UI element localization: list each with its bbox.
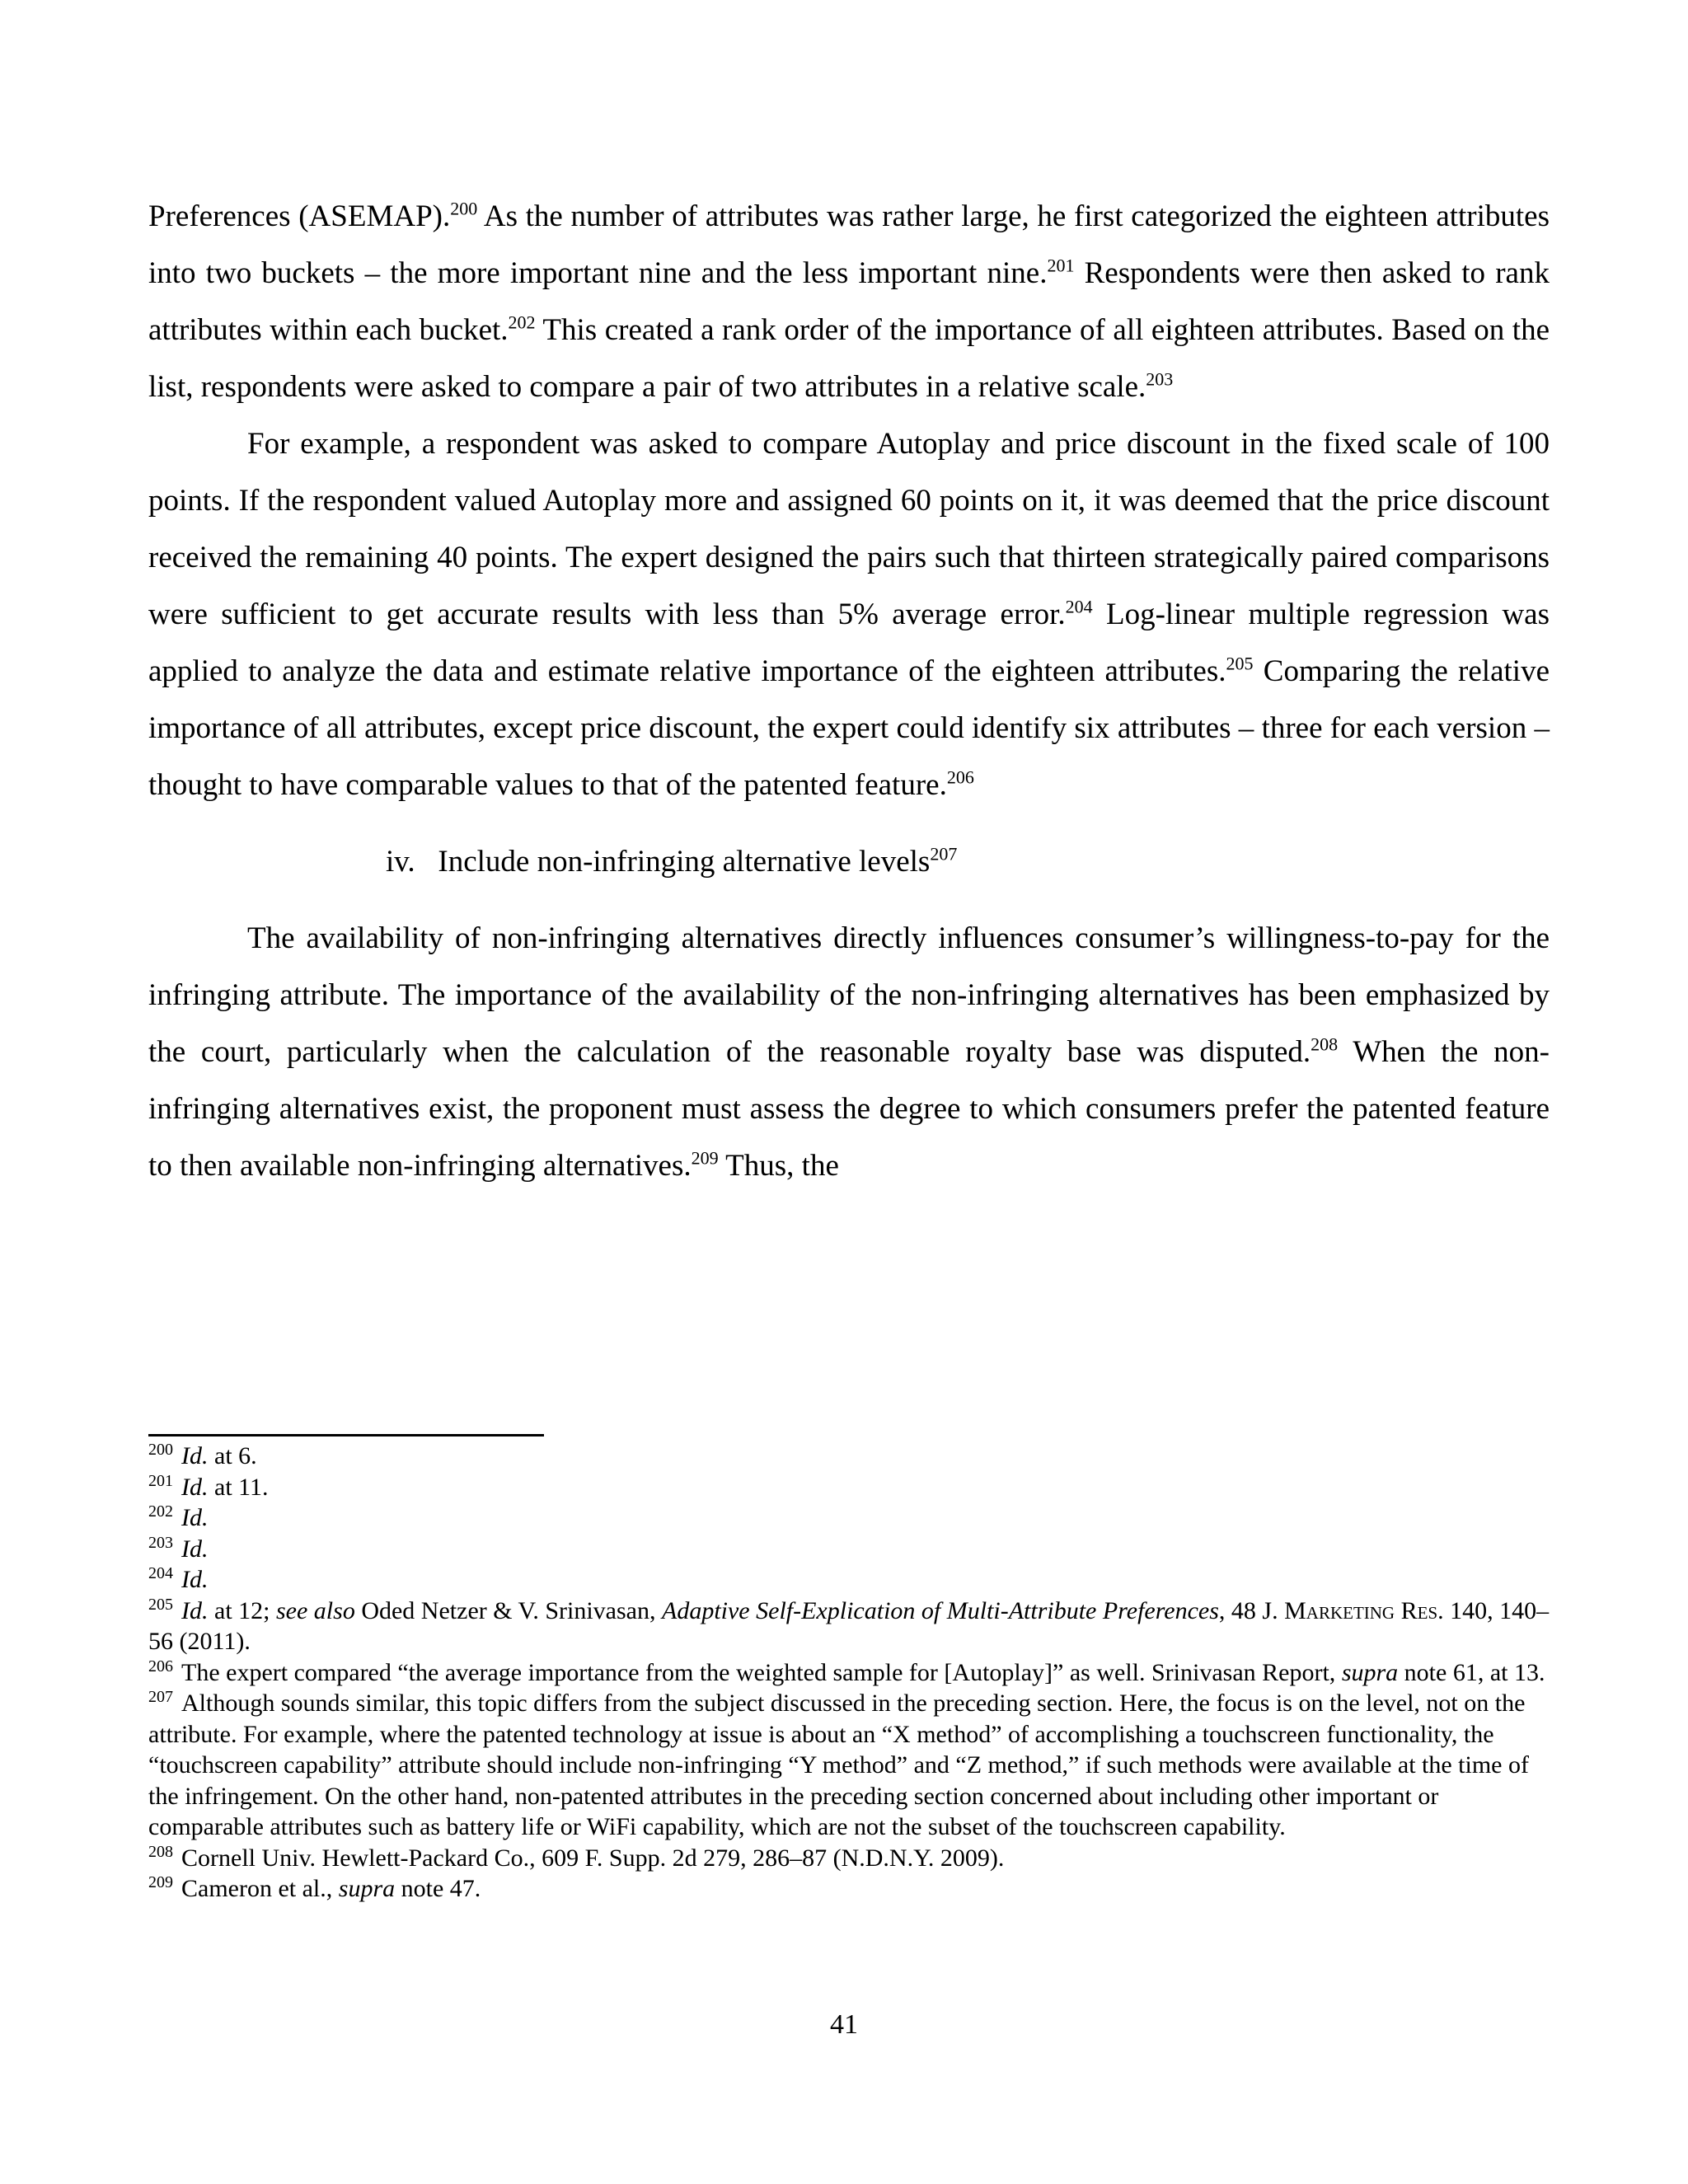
- footnote-text: Id.: [181, 1566, 209, 1593]
- footnote-209: [148, 1873, 1550, 1905]
- footnote-text: Id.: [181, 1535, 209, 1563]
- footnote-text: 140, 140–56 (2011).: [148, 1596, 1550, 1655]
- footnote-signal: see also: [276, 1596, 355, 1624]
- text-run: Thus, the: [718, 1149, 839, 1183]
- footnote-text: Cornell Univ. Hewlett-Packard Co., 609 F. Supp. 2d 279, 286–87 (N.D.N.Y. 2009).: [181, 1844, 1005, 1872]
- page-number: 41: [830, 2009, 858, 2040]
- footnote-text: Id.: [181, 1473, 209, 1501]
- heading-text: iv. Include non-infringing alternative levels: [386, 845, 931, 879]
- footnote-number: 201: [148, 1471, 173, 1490]
- text-run: For example, a respondent was asked to compare Autoplay and price discount in the fixed scale of 100 points. If the respondent valued Autoplay more and assigned 60 points on it, it was deemed that the price discount received the remaining 40 points. The expert designed the pairs such that thirteen strategically paired comparisons were sufficient to get accurate results with less than 5% average error.: [148, 427, 1550, 631]
- footnote-number: 209: [148, 1873, 173, 1891]
- footnote-number: 208: [148, 1842, 173, 1861]
- footnote-text: Id.: [181, 1442, 209, 1469]
- footnote-text: , 48 J.: [1218, 1596, 1285, 1624]
- footnote-207: [148, 1688, 1550, 1843]
- footnote-ref-202[interactable]: 202: [508, 312, 536, 333]
- footnote-number: 207: [148, 1688, 173, 1706]
- text-run: Log-linear multiple regression was applied to analyze the data and estimate relative importance of the eighteen attributes.: [148, 598, 1550, 688]
- footnote-journal: Marketing Res.: [1284, 1596, 1444, 1624]
- text-run: When the non-infringing alternatives exist, the proponent must assess the degree to which consumers prefer the patented feature to then available non-infringing alternatives.: [148, 1035, 1550, 1183]
- footnote-204: [148, 1564, 1550, 1596]
- footnote-ref-200[interactable]: 200: [450, 198, 478, 219]
- paragraph-example: [148, 415, 1550, 813]
- text-run: Comparing the relative importance of all attributes, except price discount, the expert could identify six attributes – three for each version – thought to have comparable values to that of the patented feature.: [148, 654, 1550, 802]
- footnote-text: at 11.: [208, 1473, 269, 1501]
- footnote-text: Cameron et al.,: [181, 1875, 339, 1902]
- footnote-200: [148, 1441, 1550, 1472]
- footnote-201: [148, 1472, 1550, 1503]
- footnote-ref-205[interactable]: 205: [1226, 653, 1254, 674]
- footnote-text: note 61, at 13.: [1398, 1658, 1545, 1686]
- footnote-text: at 6.: [208, 1442, 257, 1469]
- text-run: As the number of attributes was rather large, he first categorized the eighteen attributes into two buckets – the more important nine and the less important nine.: [148, 199, 1550, 290]
- footnote-number: 206: [148, 1657, 173, 1675]
- footnotes: [148, 1441, 1550, 1905]
- paragraph-asemap: [148, 188, 1550, 415]
- footnote-205: [148, 1596, 1550, 1657]
- footnote-text: note 47.: [395, 1875, 481, 1902]
- paragraph-alternatives: [148, 910, 1550, 1194]
- footnote-text: Oded Netzer & V. Srinivasan,: [354, 1596, 662, 1624]
- footnote-number: 202: [148, 1502, 173, 1521]
- footnote-ref-203[interactable]: 203: [1146, 368, 1174, 390]
- footnote-number: 203: [148, 1533, 173, 1552]
- footnote-article-title: Adaptive Self-Explication of Multi-Attribute Preferences: [662, 1596, 1219, 1624]
- footnote-ref-201[interactable]: 201: [1047, 255, 1075, 276]
- section-heading: [386, 833, 1550, 890]
- footnote-208: [148, 1843, 1550, 1874]
- footnote-text: Id.: [181, 1504, 209, 1531]
- footnote-separator: [148, 1434, 544, 1436]
- footnote-signal: supra: [1341, 1658, 1399, 1686]
- footnote-ref-206[interactable]: 206: [946, 766, 974, 788]
- footnote-number: 204: [148, 1564, 173, 1582]
- main-body-text: [148, 188, 1550, 1194]
- footnote-number: 205: [148, 1595, 173, 1614]
- text-run: Respondents were then asked to rank attributes within each bucket.: [148, 256, 1550, 347]
- footnote-number: 200: [148, 1441, 173, 1459]
- footnote-text: Id.: [181, 1596, 209, 1624]
- footnote-202: [148, 1502, 1550, 1534]
- text-run: This created a rank order of the importance of all eighteen attributes. Based on the list, respondents were asked to compare a pair of two attributes in a relative scale.: [148, 313, 1550, 404]
- footnote-206: [148, 1657, 1550, 1689]
- footnote-ref-209[interactable]: 209: [691, 1147, 719, 1169]
- footnote-ref-207[interactable]: 207: [930, 843, 958, 865]
- footnote-ref-204[interactable]: 204: [1065, 596, 1093, 617]
- footnote-203: [148, 1534, 1550, 1565]
- footnote-ref-208[interactable]: 208: [1311, 1033, 1339, 1055]
- text-run: The availability of non-infringing alternatives directly influences consumer’s willingness-to-pay for the infringing attribute. The importance of the availability of the non-infringing alternatives has been emphasized by the court, particularly when the calculation of the reasonable royalty base was disputed.: [148, 921, 1550, 1069]
- footnote-text: Although sounds similar, this topic differs from the subject discussed in the preceding section. Here, the focus is on the level, not on the attribute. For example, where the patented technology at issue is about an “X method” of accomplishing a touchscreen functionality, the “touchscreen capability” attribute should include non-infringing “Y method” and “Z method,” if such methods were available at the time of the infringement. On the other hand, non-patented attributes in the preceding section concerned about including other important or comparable attributes such as battery life or WiFi capability, which are not the subset of the touchscreen capability.: [148, 1690, 1529, 1840]
- footnote-text: at 12;: [208, 1596, 276, 1624]
- footnote-text: The expert compared “the average importance from the weighted sample for [Autoplay]” as well. Srinivasan Report,: [181, 1658, 1342, 1686]
- footnote-signal: supra: [338, 1875, 396, 1902]
- text-run: Preferences (ASEMAP).: [148, 199, 451, 233]
